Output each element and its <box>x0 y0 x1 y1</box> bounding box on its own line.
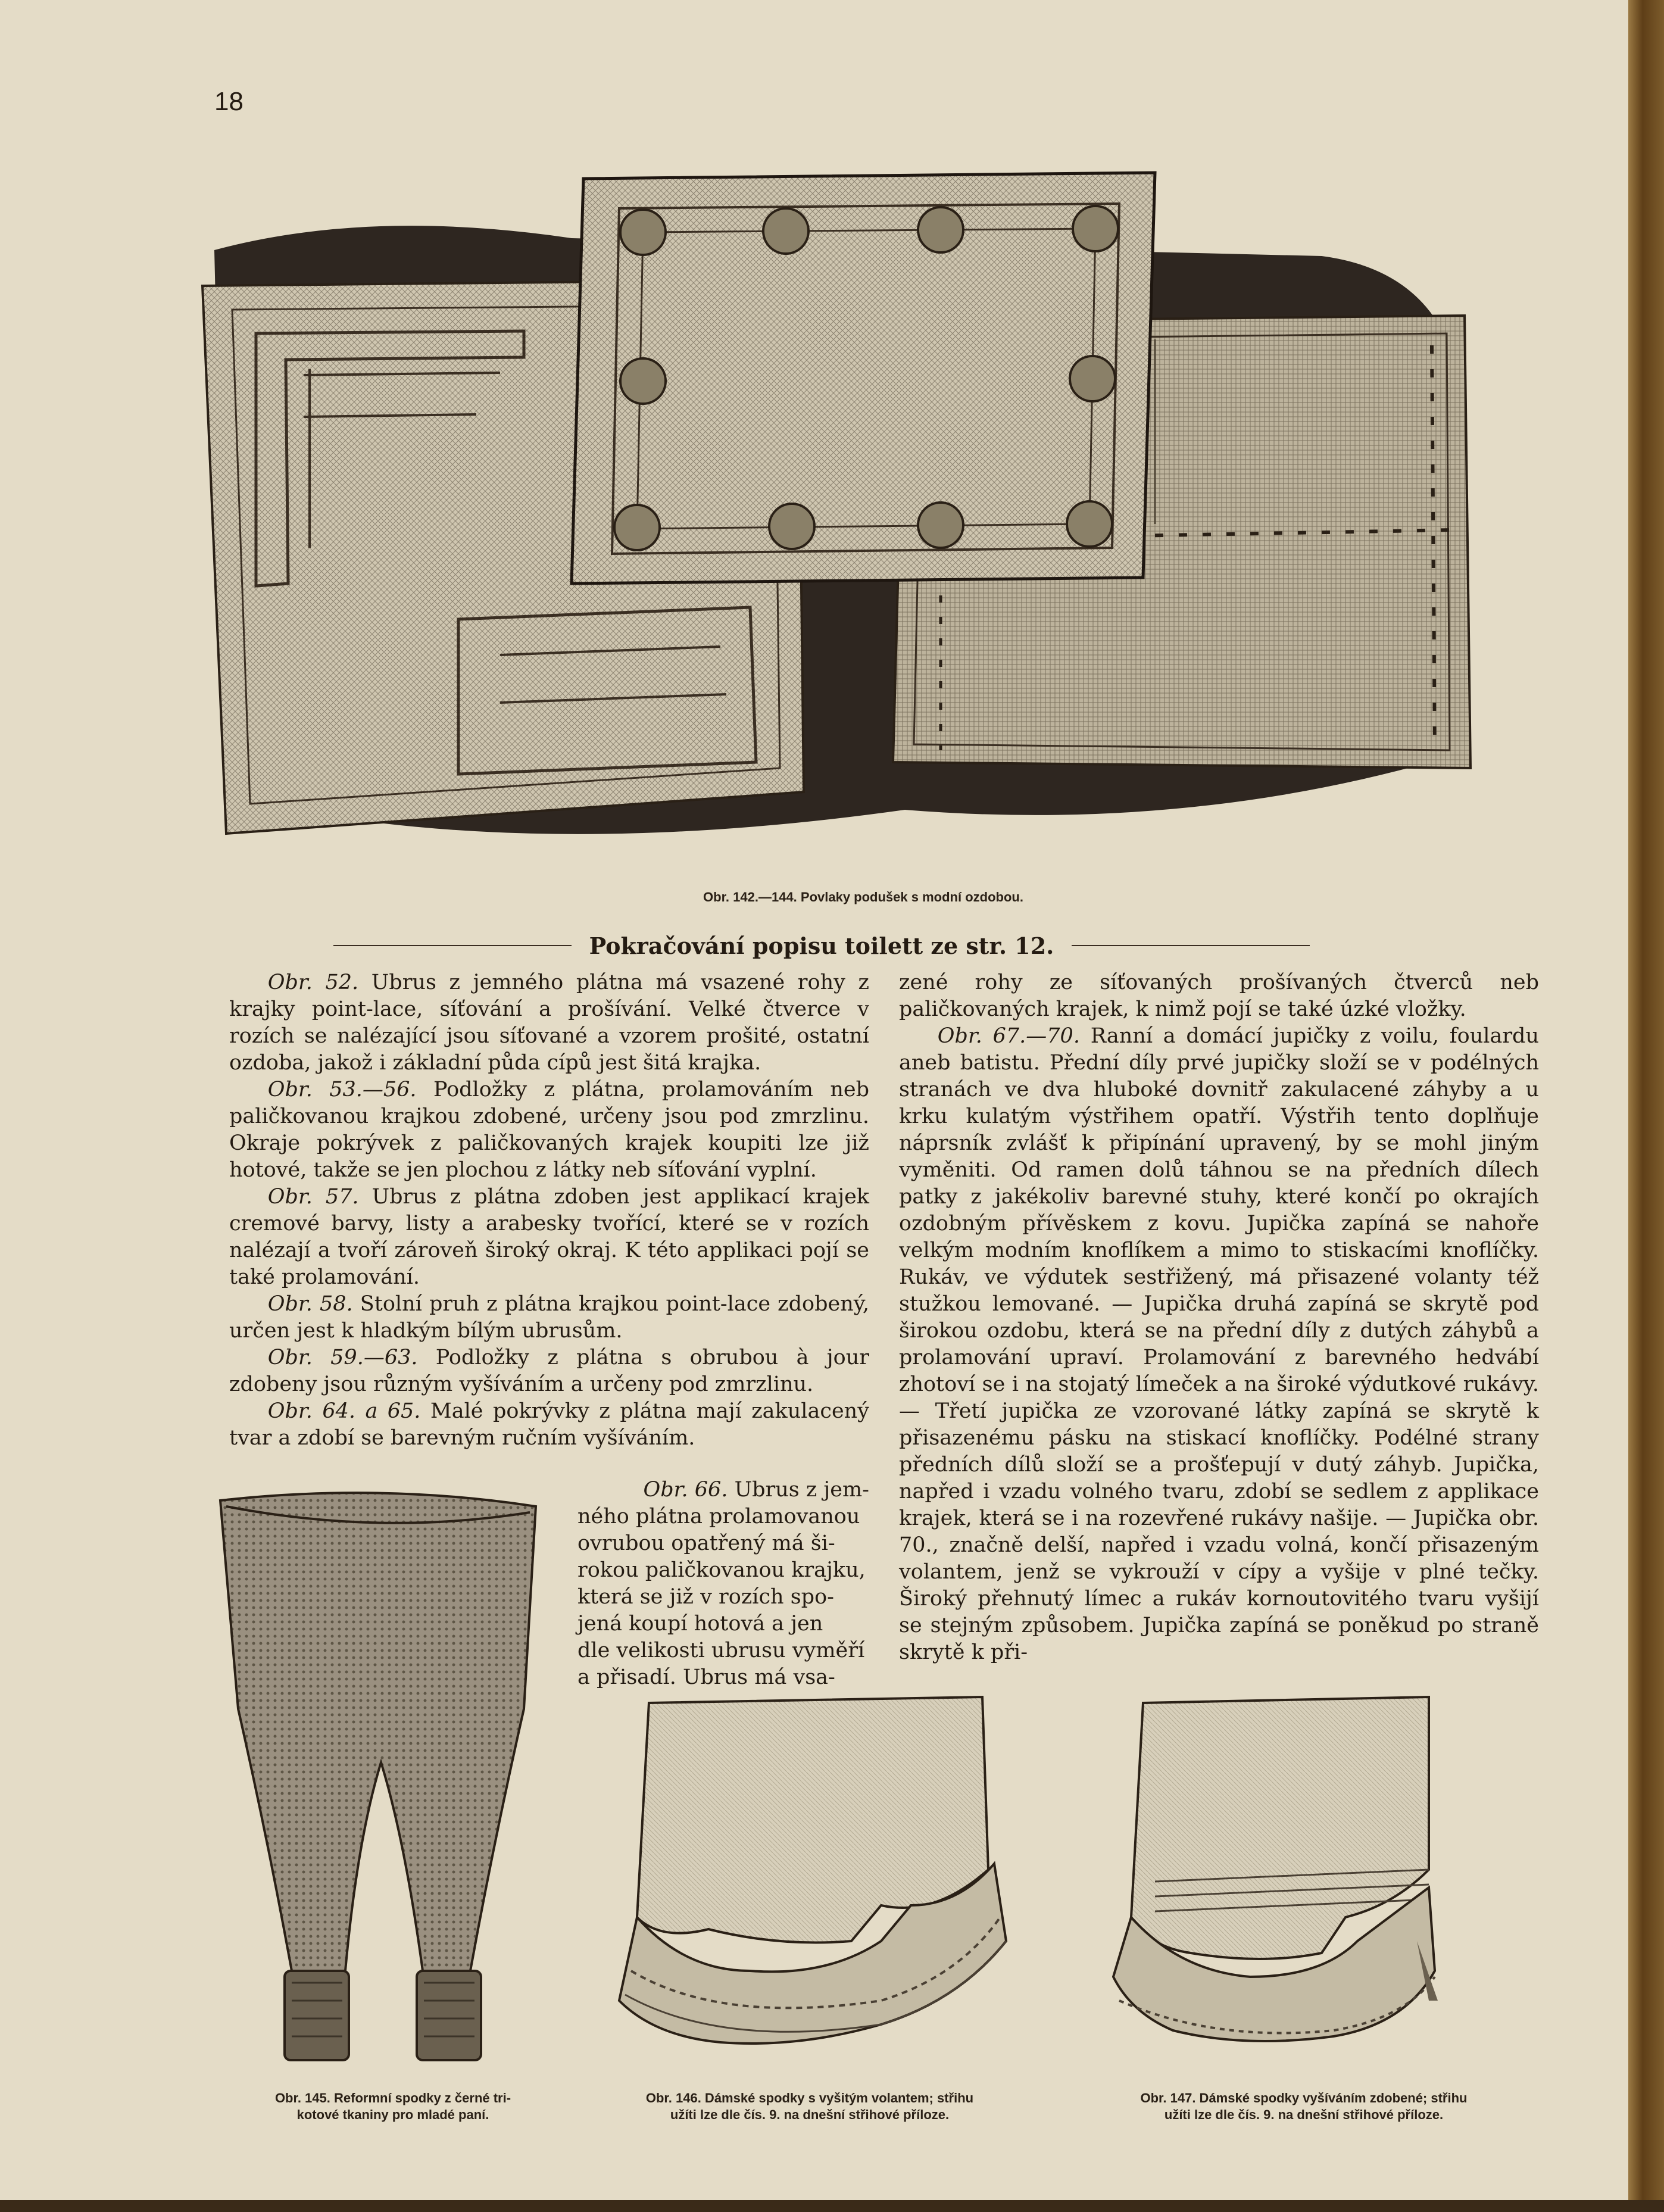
caption-line: užíti lze dle čís. 9. na dnešní střihové příloze. <box>670 2107 950 2122</box>
figure-caption-146 <box>572 2090 1048 2123</box>
obr66-line: jená koupí hotová a jen <box>577 1612 823 1636</box>
obr66-line: dle velikosti ubrusu vyměří <box>577 1639 865 1662</box>
obr66-line: která se již v rozích spo- <box>577 1585 834 1609</box>
caption-line: kotové tkaniny pro mladé paní. <box>296 2107 489 2122</box>
paragraph-obr64-65 <box>229 1398 869 1452</box>
figure-ref: Obr. 57. <box>267 1185 359 1209</box>
paragraph-text: Stolní pruh z plátna krajkou point-lace zdobený, určen jest k hladkým bílým ubrusům. <box>229 1292 869 1343</box>
paragraph-obr57 <box>229 1184 869 1291</box>
figure-ref: Obr. 53.—56. <box>267 1078 417 1102</box>
paragraph-obr53-56 <box>229 1077 869 1184</box>
caption-line: Obr. 146. Dámské spodky s vyšitým volantem; střihu <box>645 2091 974 2105</box>
paragraph-text: Ranní a domácí jupičky z voilu, foulardu aneb batistu. Přední díly prvé jupičky složí se v podélných stranách ve dva hluboké dovnitř zakulacené záhyby a u krku kulatým výstřihem opatří. Výstřih tento doplňuje náprsník zvlášť k připínání upravený, by se mohl jiným vyměniti. Od ramen dolů táhnou se na předních dílech patky z jakékoliv barevné stuhy, které končí po okrajích ozdobným přívěskem z kovu. Jupička zapíná se nahoře velkým modním knoflíkem a mimo to stiskacími knoflíčky. Rukáv, ve výdutek sestřižený, má přisazené volanty též stužkou lemované. — Jupička druhá zapíná se skrytě pod širokou ozdobu, která se na přední díly z dutých záhybů a prolamování upraví. Prolamování z barevného hedvábí zhotoví se i na stojatý límeček a na široké výdutkové rukávy. — Třetí jupička ze vzorované látky zapíná se skrytě k přisazenému pásku na stiskací knoflíčky. Podélné strany předních dílů složí se a prošťepují v dutý záhyb. Jupička, napřed i vzadu volného tvaru, zdobí se sedlem z applikace krajek, která se i na rozevřené rukávy našije. — Jupička obr. 70., značně delší, napřed i vzadu volná, končí přisazeným volantem, jenž se vykrouží v cípy a vyšije v plné tečky. Široký přehnutý límec a rukáv kornoutovitého tvaru vyšijí se stejným způsobem. Jupička zapíná se poněkud po straně skrytě k při- <box>899 1024 1540 1664</box>
page-number: 18 <box>214 87 243 116</box>
paragraph-obr66 <box>577 1477 869 1691</box>
paragraph-text: Ubrus z plátna zdoben jest applikací krajek cremové barvy, listy a arabesky tvořící, které se v rozích nalézají a tvoří zároveň široký okraj. K této applikaci pojí se také prolamování. <box>229 1185 869 1289</box>
right-column <box>899 969 1539 1666</box>
left-column <box>229 969 869 1452</box>
obr66-line <box>577 1477 869 1503</box>
obr66-line-text: Ubrus z jem- <box>728 1478 869 1502</box>
figure-caption-142-144: Obr. 142.—144. Povlaky podušek s modní ozdobou. <box>703 890 1023 904</box>
figure-ref: Obr. 66. <box>643 1478 728 1502</box>
paragraph-obr67-70 <box>899 1023 1539 1666</box>
figure-ref: Obr. 67.—70. <box>937 1024 1080 1048</box>
paragraph-text: Malé pokrývky z plátna mají zakulacený tvar a zdobí se barevným ručním vyšíváním. <box>229 1399 869 1450</box>
figure-ref: Obr. 58. <box>267 1292 353 1316</box>
figure-ref: Obr. 52. <box>267 971 359 994</box>
embroidered-drawers-illustration <box>1095 1691 1453 2072</box>
figure-caption-145 <box>226 2090 560 2123</box>
paragraph-obr59-63 <box>229 1344 869 1398</box>
section-heading-title: Pokračování popisu toilett ze str. 12. <box>589 932 1054 959</box>
center-cushion <box>572 173 1155 584</box>
heading-rule-right <box>1072 945 1310 946</box>
obr66-line: ovrubou opatřený má ši- <box>577 1531 835 1555</box>
paragraph-obr52 <box>229 969 869 1077</box>
caption-line: Obr. 147. Dámské spodky vyšíváním zdobené; střihu <box>1140 2091 1468 2105</box>
reform-trousers-illustration <box>214 1483 548 2078</box>
book-edge <box>1628 0 1664 2212</box>
paragraph-obr58 <box>229 1291 869 1344</box>
pillow-covers-illustration <box>191 167 1488 869</box>
paragraph-text: zené rohy ze síťovaných prošívaných čtverců neb paličkovaných krajek, k nimž pojí se také úzké vložky. <box>899 971 1539 1021</box>
heading-rule-left <box>333 945 572 946</box>
figure-caption-147 <box>1066 2090 1542 2123</box>
page-bottom-edge <box>0 2200 1664 2212</box>
caption-line: Obr. 145. Reformní spodky z černé tri- <box>274 2091 511 2105</box>
paragraph-text: Podložky z plátna s obrubou à jour zdobeny jsou různým vyšíváním a určeny pod zmrzlinu. <box>229 1346 870 1396</box>
figure-ref: Obr. 64. a 65. <box>267 1399 421 1423</box>
obr66-line: a přisadí. Ubrus má vsa- <box>577 1665 835 1689</box>
section-heading <box>333 931 1310 960</box>
drawers-flounce-illustration <box>601 1691 1018 2072</box>
obr66-line: rokou paličkovanou krajku, <box>577 1558 866 1582</box>
paragraph-text: Ubrus z jemného plátna má vsazené rohy z krajky point-lace, síťování a prošívání. Velké čtverce v rozích se nalézající jsou síťované a vzorem prošité, ostatní ozdoba, jakož i základní půda cípů jest šitá krajka. <box>229 971 869 1075</box>
paragraph-continuation <box>899 969 1539 1023</box>
paragraph-text: Podložky z plátna, prolamováním neb paličkovanou krajkou zdobené, určeny jsou pod zmrzlinu. Okraje pokrývek z paličkovaných krajek koupiti lze již hotové, takže se jen plochou z látky neb síťování vyplní. <box>229 1078 869 1182</box>
caption-line: užíti lze dle čís. 9. na dnešní střihové příloze. <box>1164 2107 1444 2122</box>
figure-ref: Obr. 59.—63. <box>267 1346 418 1369</box>
obr66-line: ného plátna prolamovanou <box>577 1505 860 1528</box>
